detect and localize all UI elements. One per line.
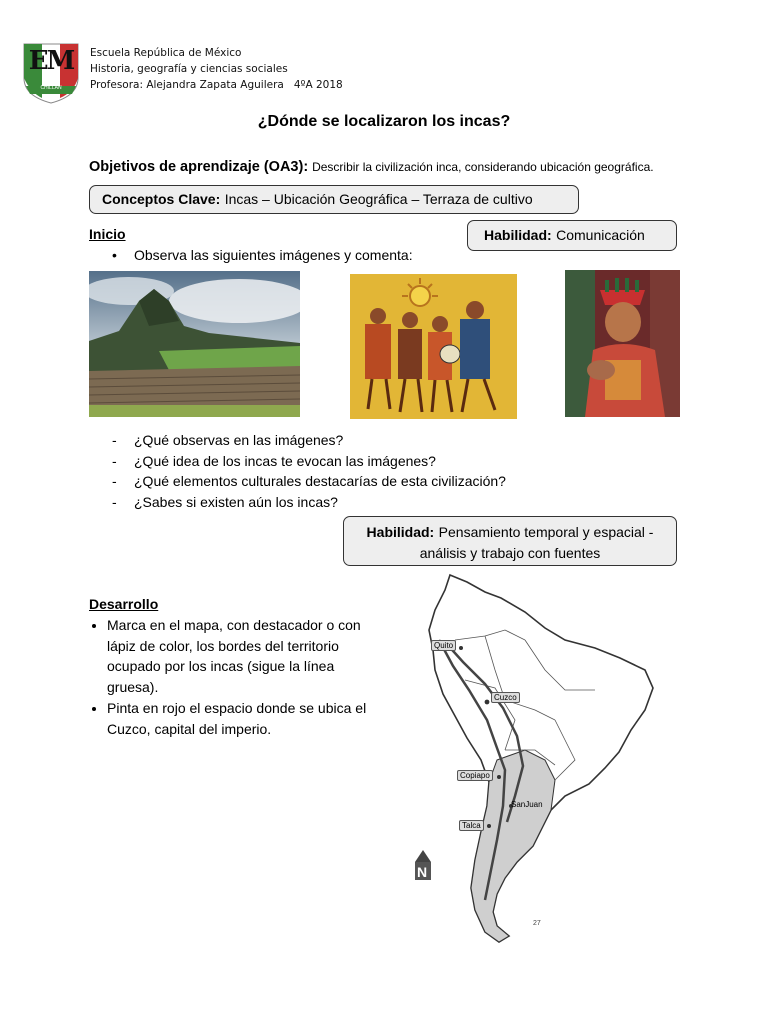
question-item: - ¿Sabes si existen aún los incas? <box>112 493 338 510</box>
question-item: - ¿Qué idea de los incas te evocan las imágenes? <box>112 452 436 469</box>
map-label-copiapo: Copiapo <box>457 770 493 781</box>
page-title: ¿Dónde se localizaron los incas? <box>257 113 511 130</box>
desarrollo-item: • Marca en el mapa, con destacador o con lápiz de color, los bordes del territorio ocupado por los incas (sigue la línea gruesa). <box>107 615 389 698</box>
skill-label: Habilidad: <box>484 227 552 243</box>
skill-box-temporal <box>343 516 677 566</box>
skill-text: Comunicación <box>556 227 645 243</box>
skill-box-communication <box>467 220 677 251</box>
machu-picchu-image <box>89 271 300 417</box>
map-label-cuzco: Cuzco <box>491 692 520 703</box>
map-label-quito: Quito <box>431 640 456 651</box>
skill2-line2: análisis y trabajo con fuentes <box>419 545 601 561</box>
objectives-label: Objetivos de aprendizaje (OA3): <box>89 159 309 175</box>
inca-illustration-image <box>350 274 517 419</box>
teacher-name: Profesora: Alejandra Zapata Aguilera 4ºA 2018 <box>90 79 343 91</box>
map-label-talca: Talca <box>459 820 484 831</box>
inca-portrait-image <box>565 270 680 417</box>
school-name: Escuela República de México <box>90 47 242 59</box>
logo-subtext: CHILLAN <box>40 85 62 91</box>
question-item: - ¿Qué observas en las imágenes? <box>112 432 344 448</box>
instruction-text: Observa las siguientes imágenes y comenta: <box>134 247 413 263</box>
logo-letters: EM <box>28 46 74 76</box>
school-logo <box>22 40 80 104</box>
north-arrow-label: N <box>417 864 428 880</box>
map-corner-mark: 27 <box>533 920 541 927</box>
map-label-sanjuan: SanJuan <box>511 800 543 809</box>
skill2-label: Habilidad: <box>366 524 435 540</box>
inicio-instruction: • Observa las siguientes imágenes y comenta: <box>112 247 413 263</box>
objectives-text: Describir la civilización inca, considerando ubicación geográfica. <box>312 160 654 174</box>
question-item: - ¿Qué elementos culturales destacarías de esta civilización? <box>112 473 506 489</box>
key-concepts-text: Incas – Ubicación Geográfica – Terraza de cultivo <box>224 191 533 207</box>
question-list <box>112 430 506 512</box>
south-america-map <box>405 570 665 950</box>
subject-name: Historia, geografía y ciencias sociales <box>90 63 288 75</box>
key-concepts-box <box>89 185 579 214</box>
skill2-line1: Pensamiento temporal y espacial - <box>438 524 654 540</box>
desarrollo-item: • Pinta en rojo el espacio donde se ubica el Cuzco, capital del imperio. <box>107 698 389 739</box>
objectives <box>89 158 654 175</box>
desarrollo-list <box>89 615 389 739</box>
desarrollo-title: Desarrollo <box>89 596 159 612</box>
key-concepts-label: Conceptos Clave: <box>102 191 221 207</box>
inicio-title: Inicio <box>89 226 126 242</box>
